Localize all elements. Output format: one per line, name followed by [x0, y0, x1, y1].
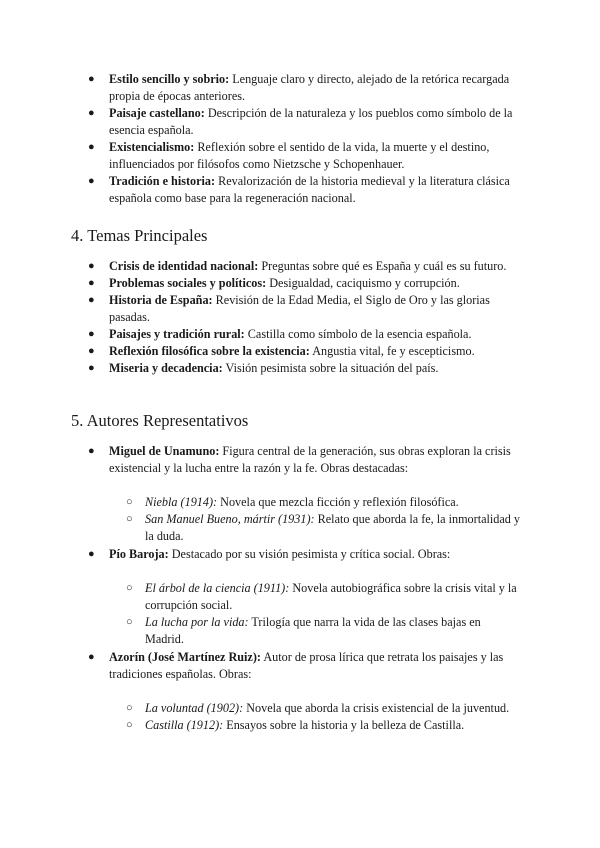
- list-item: [0, 326, 600, 343]
- works-list: [0, 494, 600, 545]
- item-text: Castilla como símbolo de la esencia española.: [244, 327, 472, 341]
- item-label: Tradición e historia:: [109, 174, 216, 188]
- author-text: Autor de prosa lírica que retrata los paisajes y las tradiciones españolas. Obras:: [109, 650, 504, 681]
- list-item: [0, 105, 600, 139]
- work-item: [0, 580, 600, 614]
- circle-bullet-icon: ○: [126, 702, 133, 714]
- work-title: La lucha por la vida:: [145, 615, 249, 629]
- item-label: Paisaje castellano:: [109, 106, 205, 120]
- item-text: Lenguaje claro y directo, alejado de la retórica recargada propia de épocas anteriores.: [109, 72, 510, 103]
- author-name: Pío Baroja:: [109, 547, 169, 561]
- works-list: [0, 580, 600, 648]
- item-text: Desigualdad, caciquismo y corrupción.: [266, 276, 460, 290]
- work-text: Relato que aborda la fe, la inmortalidad y la duda.: [145, 512, 521, 543]
- item-label: Crisis de identidad nacional:: [109, 259, 259, 273]
- item-label: Reflexión filosófica sobre la existencia:: [109, 344, 310, 358]
- bullet-icon: ●: [88, 73, 95, 85]
- item-label: Existencialismo:: [109, 140, 195, 154]
- author-name: Miguel de Unamuno:: [109, 444, 220, 458]
- bullet-icon: ●: [88, 548, 95, 560]
- author-name: Azorín (José Martínez Ruiz):: [109, 650, 261, 664]
- circle-bullet-icon: ○: [126, 496, 133, 508]
- work-item: [0, 494, 600, 511]
- work-text: Trilogía que narra la vida de las clases bajas en Madrid.: [145, 615, 481, 646]
- work-title: El árbol de la ciencia (1911):: [145, 581, 290, 595]
- item-text: Revisión de la Edad Media, el Siglo de Oro y las glorias pasadas.: [109, 293, 490, 324]
- work-title: La voluntad (1902):: [145, 701, 244, 715]
- themes-list: [0, 258, 600, 377]
- list-item: [0, 275, 600, 292]
- bullet-icon: ●: [88, 445, 95, 457]
- author-text: Figura central de la generación, sus obras exploran la crisis existencial y la lucha entre la razón y la fe. Obras destacadas:: [109, 444, 511, 475]
- bullet-icon: ●: [88, 107, 95, 119]
- author-item: [0, 546, 600, 563]
- circle-bullet-icon: ○: [126, 513, 133, 525]
- list-item: [0, 258, 600, 275]
- work-item: [0, 511, 600, 545]
- work-title: Castilla (1912):: [145, 718, 224, 732]
- work-title: San Manuel Bueno, mártir (1931):: [145, 512, 315, 526]
- item-text: Angustia vital, fe y escepticismo.: [309, 344, 475, 358]
- item-label: Historia de España:: [109, 293, 213, 307]
- list-item: [0, 173, 600, 207]
- bullet-icon: ●: [88, 277, 95, 289]
- section-heading: 5. Autores Representativos: [71, 411, 249, 430]
- section-heading: 4. Temas Principales: [71, 226, 208, 245]
- author-list: [0, 443, 600, 477]
- circle-bullet-icon: ○: [126, 719, 133, 731]
- circle-bullet-icon: ○: [126, 616, 133, 628]
- bullet-icon: ●: [88, 175, 95, 187]
- item-text: Preguntas sobre qué es España y cuál es su futuro.: [258, 259, 507, 273]
- item-label: Problemas sociales y políticos:: [109, 276, 267, 290]
- work-item: [0, 614, 600, 648]
- item-text: Revalorización de la historia medieval y la literatura clásica española como base para la regeneración nacional.: [109, 174, 510, 205]
- list-item: [0, 71, 600, 105]
- author-list: [0, 546, 600, 563]
- work-item: [0, 700, 600, 717]
- author-text: Destacado por su visión pesimista y crítica social. Obras:: [168, 547, 451, 561]
- item-text: Descripción de la naturaleza y los pueblos como símbolo de la esencia española.: [109, 106, 513, 137]
- list-item: [0, 343, 600, 360]
- item-text: Reflexión sobre el sentido de la vida, la muerte y el destino, influenciados por filósofos como Nietzsche y Schopenhauer.: [109, 140, 490, 171]
- works-list: [0, 700, 600, 734]
- bullet-icon: ●: [88, 141, 95, 153]
- item-label: Miseria y decadencia:: [109, 361, 223, 375]
- work-title: Niebla (1914):: [145, 495, 218, 509]
- bullet-icon: ●: [88, 345, 95, 357]
- bullet-icon: ●: [88, 328, 95, 340]
- author-item: [0, 443, 600, 477]
- work-text: Ensayos sobre la historia y la belleza de Castilla.: [223, 718, 465, 732]
- item-label: Estilo sencillo y sobrio:: [109, 72, 230, 86]
- list-item: [0, 360, 600, 377]
- bullet-icon: ●: [88, 651, 95, 663]
- bullet-icon: ●: [88, 294, 95, 306]
- item-text: Visión pesimista sobre la situación del país.: [222, 361, 439, 375]
- list-item: [0, 292, 600, 326]
- work-item: [0, 717, 600, 734]
- list-item: [0, 139, 600, 173]
- work-text: Novela autobiográfica sobre la crisis vital y la corrupción social.: [145, 581, 517, 612]
- style-list: [0, 71, 600, 207]
- work-text: Novela que mezcla ficción y reflexión filosófica.: [217, 495, 459, 509]
- author-list: [0, 649, 600, 683]
- item-label: Paisajes y tradición rural:: [109, 327, 245, 341]
- work-text: Novela que aborda la crisis existencial de la juventud.: [243, 701, 510, 715]
- bullet-icon: ●: [88, 260, 95, 272]
- bullet-icon: ●: [88, 362, 95, 374]
- author-item: [0, 649, 600, 683]
- circle-bullet-icon: ○: [126, 582, 133, 594]
